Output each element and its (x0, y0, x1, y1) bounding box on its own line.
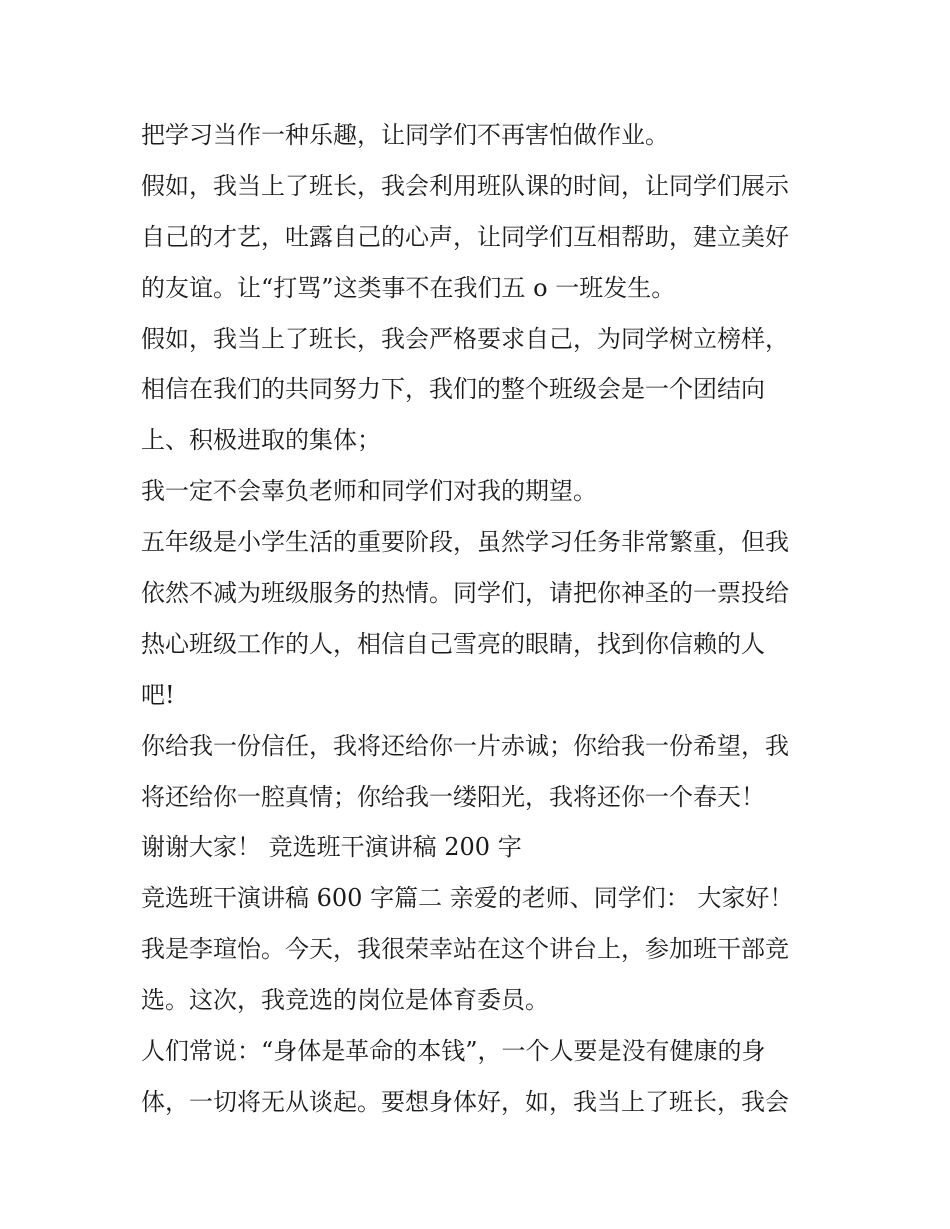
body-text (141, 110, 821, 1128)
text-line: 体，一切将无从谈起。要想身体好，如，我当上了班长，我会 (141, 1087, 789, 1116)
text-line: 上、积极进取的集体； (141, 426, 381, 455)
text-line: 相信在我们的共同努力下，我们的整个班级会是一个团结向 (141, 375, 765, 404)
text-line: 将还给你一腔真情；你给我一缕阳光，我将还你一个春天！ (141, 782, 765, 811)
text-line: 竞选班干演讲稿 600 字篇二 亲爱的老师、同学们： 大家好！ (141, 884, 794, 913)
text-line: 我一定不会辜负老师和同学们对我的期望。 (141, 477, 597, 506)
text-line: 热心班级工作的人，相信自己雪亮的眼睛，找到你信赖的人 (141, 629, 765, 658)
text-line: 谢谢大家！ 竞选班干演讲稿 200 字 (141, 833, 522, 862)
text-line: 假如，我当上了班长，我会利用班队课的时间，让同学们展示 (141, 171, 789, 200)
text-line: 自己的才艺，吐露自己的心声，让同学们互相帮助，建立美好 (141, 222, 789, 251)
text-line: 的友谊。让“打骂”这类事不在我们五 o 一班发生。 (141, 273, 676, 302)
text-line: 依然不减为班级服务的热情。同学们，请把你神圣的一票投给 (141, 579, 789, 608)
text-line: 五年级是小学生活的重要阶段，虽然学习任务非常繁重，但我 (141, 528, 789, 557)
text-line: 人们常说：“身体是革命的本钱”，一个人要是没有健康的身 (141, 1037, 766, 1066)
text-line: 你给我一份信任，我将还给你一片赤诚；你给我一份希望，我 (141, 731, 789, 760)
text-line: 把学习当作一种乐趣，让同学们不再害怕做作业。 (141, 121, 669, 149)
text-line: 我是李瑄怡。今天，我很荣幸站在这个讲台上，参加班干部竞 (141, 935, 789, 964)
text-line: 吧! (141, 680, 175, 709)
text-line: 假如，我当上了班长，我会严格要求自己，为同学树立榜样， (141, 324, 789, 353)
text-line: 选。这次，我竞选的岗位是体育委员。 (141, 986, 549, 1015)
